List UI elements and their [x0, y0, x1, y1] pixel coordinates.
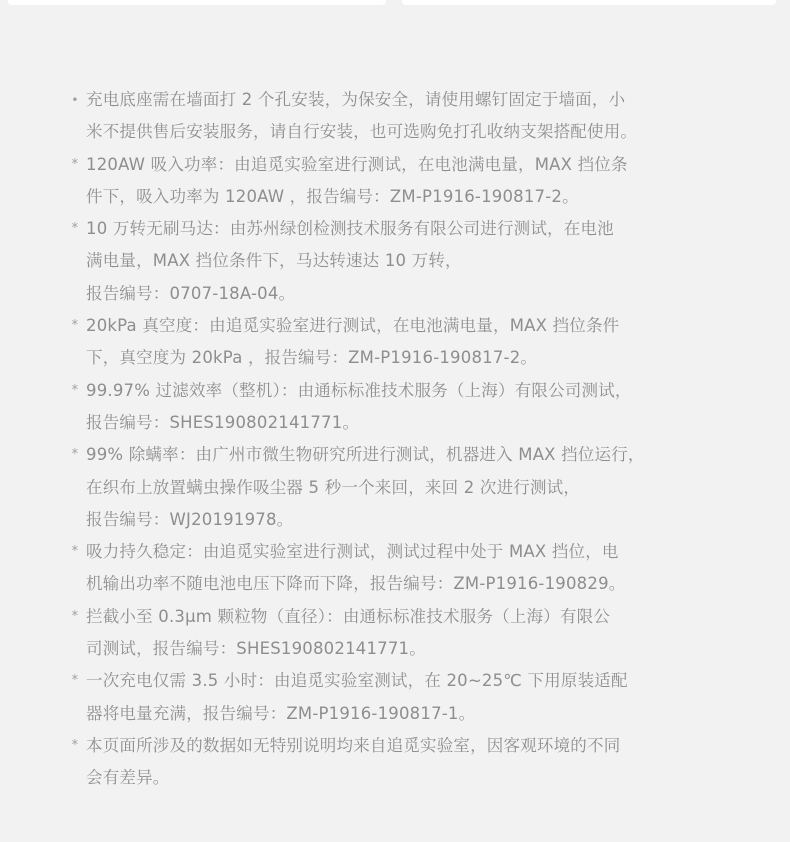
- footnote-line: 吸力持久稳定：由追觅实验室进行测试，测试过程中处于 MAX 挡位，电: [86, 542, 619, 562]
- footnote-line: 米不提供售后安装服务，请自行安装，也可选购免打孔收纳支架搭配使用。: [86, 122, 638, 142]
- footnote-line: 报告编号：SHES190802141771。: [86, 412, 360, 432]
- footnote-line: 10 万转无刷马达：由苏州绿创检测技术服务有限公司进行测试，在电池: [86, 219, 614, 239]
- footnote-line: 报告编号：WJ20191978。: [86, 509, 294, 529]
- footnote-line: 下，真空度为 20kPa ，报告编号：ZM-P1916-190817-2。: [86, 348, 538, 368]
- footnote-item: [68, 665, 728, 730]
- asterisk-marker: *: [71, 318, 79, 334]
- footnote-line: 99% 除螨率：由广州市微生物研究所进行测试，机器进入 MAX 挡位运行，: [86, 445, 645, 465]
- footnote-item: [68, 310, 728, 375]
- footnote-item: [68, 375, 728, 440]
- footnote-line: 拦截小至 0.3μm 颗粒物（直径）：由通标标准技术服务（上海）有限公: [86, 606, 611, 626]
- top-card-right-edge: [402, 0, 776, 5]
- bullet-dot-icon: •: [71, 93, 79, 107]
- asterisk-marker: *: [71, 673, 79, 689]
- footnote-line: 在织布上放置螨虫操作吸尘器 5 秒一个来回，来回 2 次进行测试，: [86, 477, 581, 497]
- footnote-line: 充电底座需在墙面打 2 个孔安装，为保安全，请使用螺钉固定于墙面，小: [86, 90, 626, 109]
- asterisk-marker: *: [71, 382, 79, 398]
- asterisk-marker: *: [71, 447, 79, 463]
- asterisk-marker: *: [71, 544, 79, 560]
- footnote-line: 机输出功率不随电池电压下降而下降，报告编号：ZM-P1916-190829。: [86, 574, 626, 594]
- footnote-item: [68, 149, 728, 214]
- asterisk-marker: *: [71, 737, 79, 753]
- footnote-line: 司测试，报告编号：SHES190802141771。: [86, 639, 426, 659]
- footnotes-list: [68, 84, 728, 795]
- footnote-line: 报告编号：0707-18A-04。: [86, 283, 296, 303]
- footnote-item: [68, 536, 728, 601]
- footnote-line: 120AW 吸入功率：由追觅实验室进行测试，在电池满电量，MAX 挡位条: [86, 154, 628, 174]
- asterisk-marker: *: [71, 221, 79, 237]
- top-card-strip: [0, 0, 790, 6]
- footnote-line: 会有差异。: [86, 768, 170, 788]
- footnote-line: 满电量，MAX 挡位条件下，马达转速达 10 万转，: [86, 251, 462, 271]
- footnote-item: [68, 84, 728, 149]
- footnote-item: [68, 601, 728, 666]
- footnote-line: 器将电量充满，报告编号：ZM-P1916-190817-1。: [86, 703, 476, 723]
- footnote-line: 本页面所涉及的数据如无特别说明均来自追觅实验室，因客观环境的不同: [86, 735, 621, 755]
- footnote-line: 件下，吸入功率为 120AW ，报告编号：ZM-P1916-190817-2。: [86, 186, 579, 206]
- footnote-line: 20kPa 真空度：由追觅实验室进行测试，在电池满电量，MAX 挡位条件: [86, 316, 620, 336]
- asterisk-marker: *: [71, 156, 79, 172]
- footnote-line: 99.97% 过滤效率（整机）：由通标标准技术服务（上海）有限公司测试，: [86, 380, 632, 400]
- asterisk-marker: *: [71, 608, 79, 624]
- footnote-item: [68, 213, 728, 310]
- footnote-item: [68, 439, 728, 536]
- footnote-item: [68, 730, 728, 795]
- footnote-line: 一次充电仅需 3.5 小时：由追觅实验室测试，在 20~25℃ 下用原装适配: [86, 671, 628, 691]
- top-card-left-edge: [8, 0, 386, 5]
